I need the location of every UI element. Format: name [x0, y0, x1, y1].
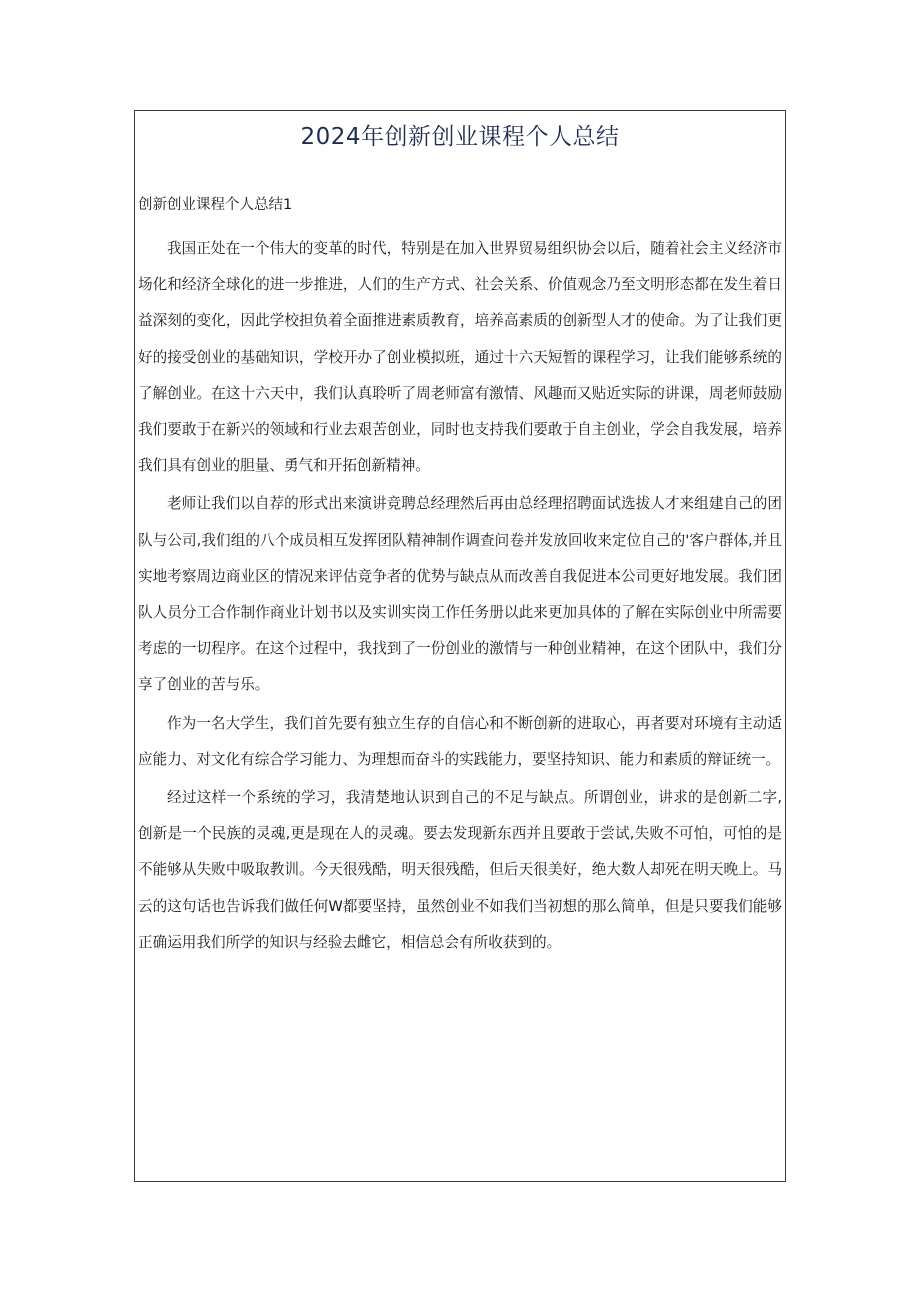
- section-heading: 创新创业课程个人总结1: [138, 197, 293, 213]
- paragraph-3: 作为一名大学生，我们首先要有独立生存的自信心和不断创新的进取心，再者要对环境有主动适应能力、对文化有综合学习能力、为理想而奋斗的实践能力，要坚持知识、能力和素质的辩证统一。: [138, 714, 782, 768]
- document-body: [138, 231, 782, 961]
- document-frame: [134, 110, 786, 1182]
- paragraph-2: 老师让我们以自荐的形式出来演讲竞聘总经理然后再由总经理招聘面试选拔人才来组建自己的团队与公司,我们组的八个成员相互发挥团队精神制作调查问卷并发放回收来定位自己的'客户群体,并且实地考察周边商业区的情况来评估竞争者的优势与缺点从而改善自我促进本公司更好地发展。我们团队人员分工合作制作商业计划书以及实训实岗工作任务册以此来更加具体的了解在实际创业中所需要考虑的一切程序。在这个过程中，我找到了一份创业的激情与一种创业精神，在这个团队中，我们分享了创业的苦与乐。: [138, 495, 782, 694]
- document-title: 2024年创新创业课程个人总结: [300, 124, 620, 150]
- paragraph-4: 经过这样一个系统的学习，我清楚地认识到自己的不足与缺点。所谓创业，讲求的是创新二字,创新是一个民族的灵魂,更是现在人的灵魂。要去发现新东西并且要敢于尝试,失败不可怕，可怕的是不能够从失败中吸取教训。今天很残酷，明天很残酷，但后天很美好，绝大数人却死在明天晚上。马云的这句话也告诉我们做任何W都要坚持，虽然创业不如我们当初想的那么简单，但是只要我们能够正确运用我们所学的知识与经验去雌它，相信总会有所收获到的。: [138, 789, 782, 951]
- paragraph-1: 我国正处在一个伟大的变革的时代，特别是在加入世界贸易组织协会以后，随着社会主义经济市场化和经济全球化的进一步推进，人们的生产方式、社会关系、价值观念乃至文明形态都在发生着日益深刻的变化，因此学校担负着全面推进素质教育，培养高素质的创新型人才的使命。为了让我们更好的接受创业的基础知识，学校开办了创业模拟班，通过十六天短暂的课程学习，让我们能够系统的了解创业。在这十六天中，我们认真聆听了周老师富有激情、风趣而又贴近实际的讲课，周老师鼓励我们要敢于在新兴的领域和行业去艰苦创业，同时也支持我们要敢于自主创业，学会自我发展，培养我们具有创业的胆量、勇气和开拓创新精神。: [138, 240, 782, 475]
